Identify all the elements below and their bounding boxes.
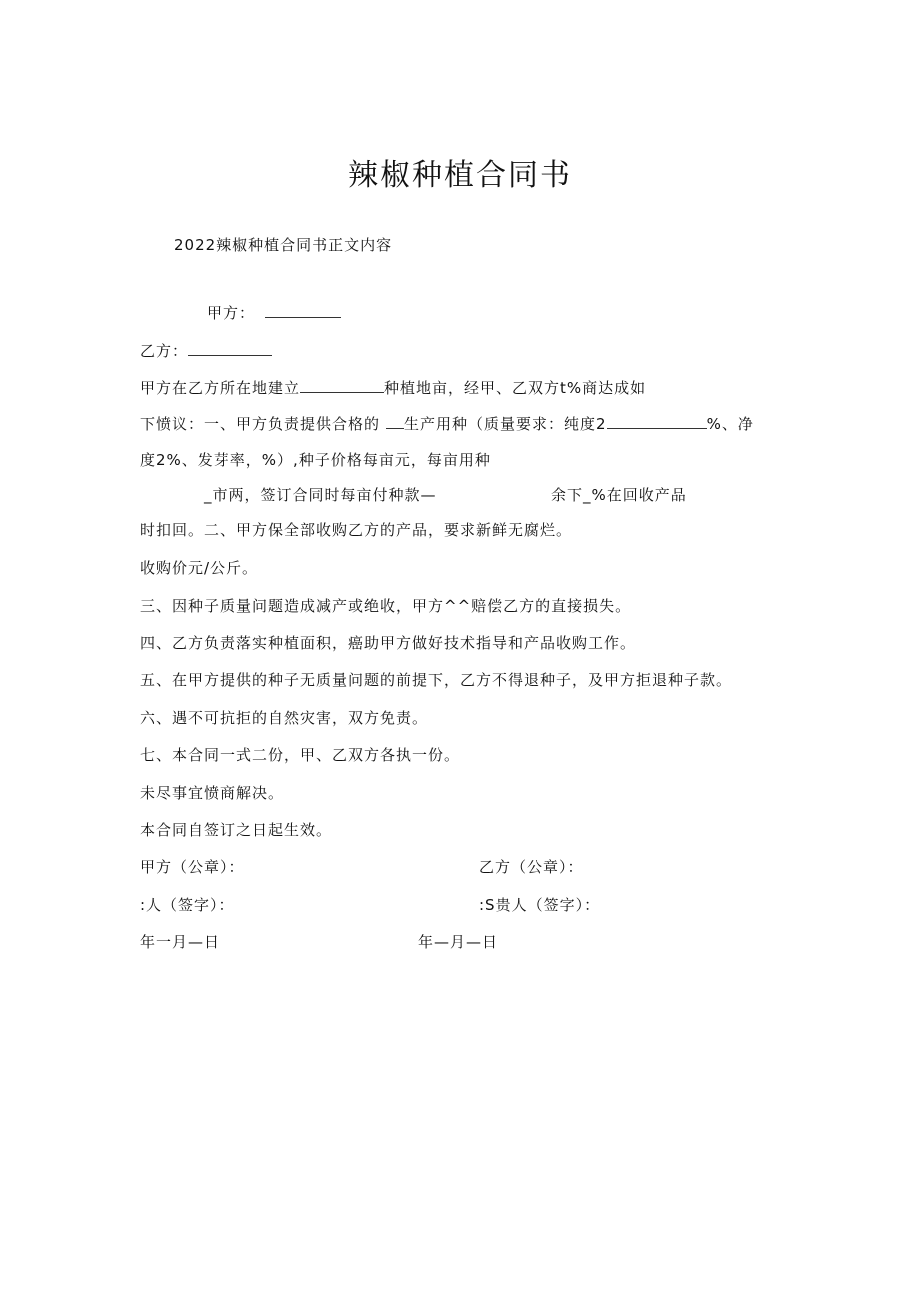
party-a-seal: 甲方（公章）： [140, 858, 245, 876]
seed-blank [386, 414, 404, 429]
paragraph-8: 四、乙方负责落实种植面积，癌助甲方做好技术指导和产品收购工作。 [140, 634, 637, 652]
party-b-blank [188, 341, 272, 356]
party-a-signer: :人（签字）： [140, 896, 235, 914]
paragraph-4-part-b: 余下_%在回收产品 [551, 486, 687, 504]
paragraph-3: 度2%、发芽率，%）,种子价格每亩元，每亩用种 [140, 451, 491, 469]
paragraph-1-part-a: 甲方在乙方所在地建立 [140, 379, 301, 397]
paragraph-1-part-b: 种植地亩，经甲、乙双方t%商达成如 [384, 379, 647, 397]
paragraph-7: 三、因种子质量问题造成减产或绝收，甲方^^赔偿乙方的直接损失。 [140, 597, 632, 615]
paragraph-11: 七、本合同一式二份，甲、乙双方各执一份。 [140, 746, 461, 764]
party-a-label: 甲方： [207, 304, 256, 322]
party-a-date: 年一月—日 [140, 933, 221, 951]
location-blank [300, 378, 384, 393]
document-title: 辣椒种植合同书 [348, 158, 572, 193]
paragraph-2-part-c: %、净 [706, 415, 754, 433]
paragraph-2-part-b: 生产用种（质量要求：纯度2 [404, 415, 607, 433]
party-b-label: 乙方： [140, 342, 189, 360]
paragraph-2-part-a: 下愤议：一、甲方负责提供合格的 [140, 415, 381, 433]
paragraph-10: 六、遇不可抗拒的自然灾害，双方免责。 [140, 709, 429, 727]
party-a-blank [265, 303, 341, 318]
paragraph-6: 收购价元/公斤。 [140, 559, 259, 577]
purity-blank [607, 414, 707, 429]
party-b-seal: 乙方（公章）： [479, 858, 584, 876]
paragraph-5: 时扣回。二、甲方保全部收购乙方的产品，要求新鲜无腐烂。 [140, 521, 573, 539]
party-b-signer: :S贵人（签字）： [479, 896, 601, 914]
paragraph-13: 本合同自签订之日起生效。 [140, 821, 333, 839]
party-a-line [207, 303, 341, 323]
party-b-line [140, 341, 272, 361]
paragraph-9: 五、在甲方提供的种子无质量问题的前提下，乙方不得退种子，及甲方拒退种子款。 [140, 671, 733, 689]
paragraph-1 [140, 378, 646, 398]
party-b-date: 年—月—日 [418, 933, 499, 951]
paragraph-12: 未尽事宜愤商解决。 [140, 784, 285, 802]
document-subtitle: 2022辣椒种植合同书正文内容 [174, 236, 393, 254]
paragraph-4-part-a: _市两，签订合同时每亩付种款— [204, 486, 437, 504]
paragraph-2 [140, 414, 754, 434]
